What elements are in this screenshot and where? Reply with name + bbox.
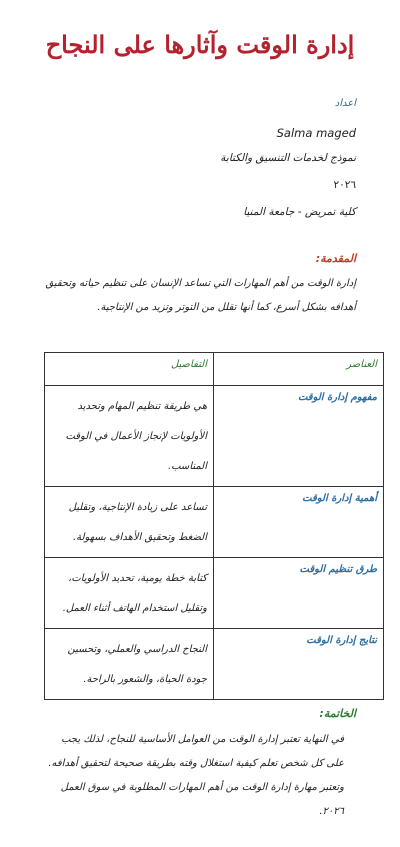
prepared-by-label: اعداد: [334, 98, 356, 109]
table-row: [45, 629, 384, 700]
detail-cell: كتابة خطة يومية، تحديد الأولويات، وتقليل استخدام الهاتف أثناء العمل.: [45, 558, 214, 629]
year: ٢٠٢٦: [333, 179, 356, 191]
table-row: [45, 386, 384, 487]
table-row: [45, 487, 384, 558]
intro-paragraph: إدارة الوقت من أهم المهارات التي تساعد الإنسان على تنظيم حياته وتحقيق أهدافه بشكل أسرع، كما أنها تقلل من التوتر وتزيد من الإنتاجية.: [45, 278, 356, 313]
author-name: Salma maged: [276, 126, 356, 140]
model-note: نموذج لخدمات التنسيق والكتابة: [220, 152, 356, 164]
detail-cell: هي طريقة تنظيم المهام وتحديد الأولويات لإنجاز الأعمال في الوقت المناسب.: [45, 386, 214, 487]
element-cell: نتايج إدارة الوقت: [214, 629, 384, 700]
header-elements: العناصر: [214, 353, 384, 386]
element-cell: مفهوم إدارة الوقت: [214, 386, 384, 487]
conclusion-paragraph: في النهاية تعتبر إدارة الوقت من العوامل الأساسية للنجاح، لذلك يجب على كل شخص تعلم كيفية استغلال وقته بطريقة صحيحة لتحقيق أهدافه. وتعتبر مهارة إدارة الوقت من أهم المهارات المطلوبة في سوق العمل ٢٠٢٦.: [48, 734, 344, 817]
header-details: التفاصيل: [45, 353, 214, 386]
detail-cell: النجاح الدراسي والعملي، وتحسين جودة الحياة، والشعور بالراحة.: [45, 629, 214, 700]
element-cell: طرق تنظيم الوقت: [214, 558, 384, 629]
info-table: [44, 352, 384, 700]
detail-cell: تساعد على زيادة الإنتاجية، وتقليل الضغط وتحقيق الأهداف بسهولة.: [45, 487, 214, 558]
college-name: كلية تمريض - جامعة المنيا: [243, 206, 356, 218]
conclusion-heading: الخاتمة:: [319, 707, 356, 720]
page-title: إدارة الوقت وآثارها على النجاح: [45, 30, 355, 59]
table-header-row: [45, 353, 384, 386]
element-cell: أهمية إدارة الوقت: [214, 487, 384, 558]
intro-heading: المقدمة:: [315, 252, 356, 265]
table-row: [45, 558, 384, 629]
